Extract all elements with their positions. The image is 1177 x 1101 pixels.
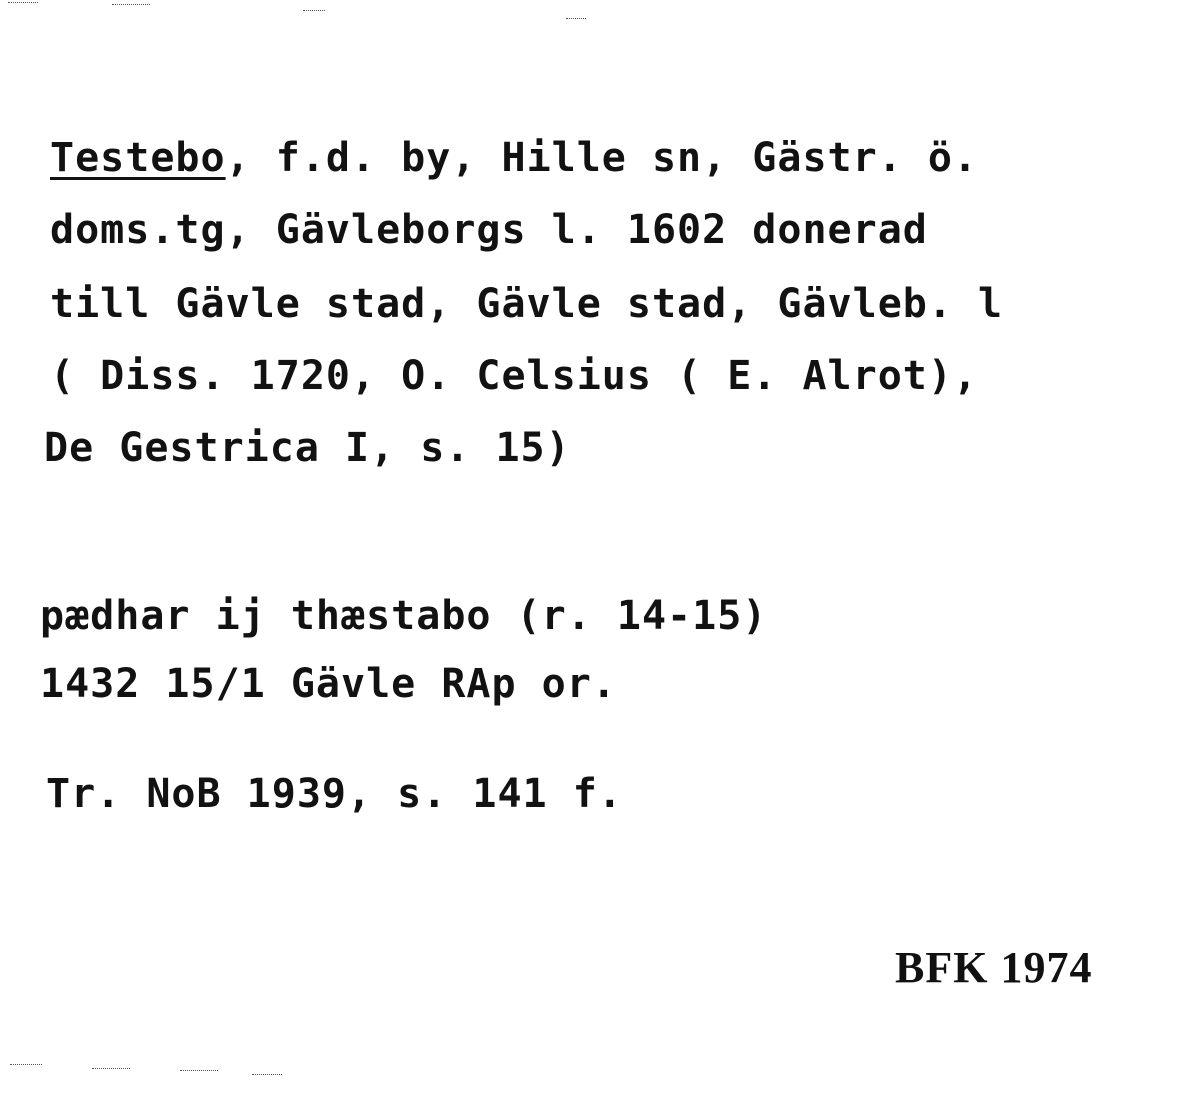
historical-source: 1432 15/1 Gävle RAp or. — [40, 661, 617, 707]
entry-line-4: ( Diss. 1720, O. Celsius ( E. Alrot), — [50, 353, 979, 399]
historical-form: pædhar ij thæstabo (r. 14-15) — [40, 593, 768, 639]
signature: BFK 1974 — [895, 943, 1093, 992]
entry-line-5: De Gestrica I, s. 15) — [44, 425, 571, 471]
literature-reference: Tr. NoB 1939, s. 141 f. — [46, 771, 623, 817]
entry-line-3: till Gävle stad, Gävle stad, Gävleb. l — [50, 281, 1004, 327]
headword: Testebo — [50, 135, 226, 181]
entry-line-1-rest: , f.d. by, Hille sn, Gästr. ö. — [225, 135, 979, 181]
scan-speck — [10, 1064, 42, 1066]
entry-line-2: doms.tg, Gävleborgs l. 1602 donerad — [50, 207, 928, 253]
scan-speck — [8, 2, 38, 4]
scan-speck — [252, 1074, 282, 1076]
scan-speck — [303, 10, 325, 12]
scan-speck — [180, 1070, 218, 1072]
scan-speck — [112, 4, 150, 6]
entry-line-1 — [50, 134, 978, 182]
scan-speck — [92, 1068, 130, 1070]
scan-speck — [566, 18, 586, 20]
